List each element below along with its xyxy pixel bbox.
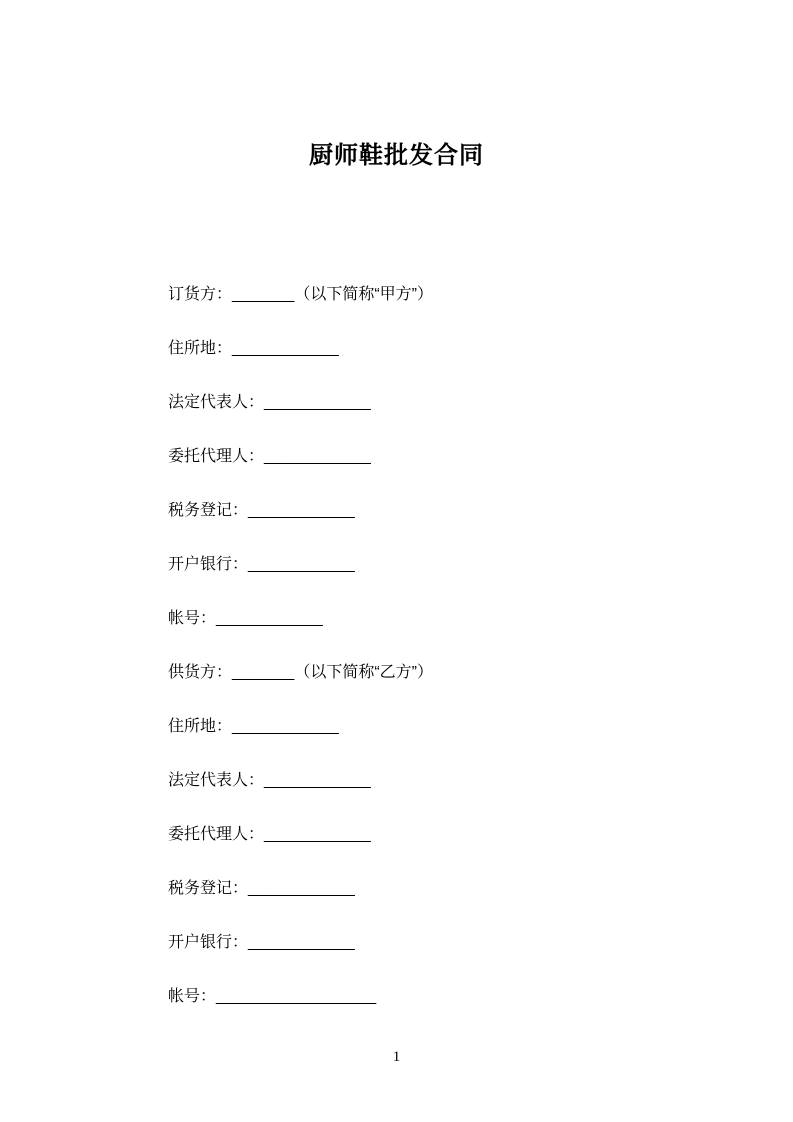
field-label: 供货方： [168, 664, 233, 681]
field-suffix: （以下简称“乙方”） [294, 664, 433, 681]
contract-line [168, 284, 733, 306]
contract-line [168, 932, 733, 954]
contract-line [168, 338, 733, 360]
blank-underline: ____________ [248, 556, 355, 573]
blank-underline: _______ [232, 664, 295, 681]
field-suffix: （以下简称“甲方”） [294, 286, 433, 303]
field-label: 委托代理人： [168, 826, 265, 843]
blank-underline: __________________ [216, 988, 377, 1005]
field-label: 开户银行： [168, 934, 249, 951]
field-label: 开户银行： [168, 556, 249, 573]
blank-underline: _______ [232, 286, 295, 303]
blank-underline: ____________ [264, 394, 371, 411]
contract-line [168, 878, 733, 900]
field-label: 委托代理人： [168, 448, 265, 465]
contract-line [168, 716, 733, 738]
field-label: 税务登记： [168, 502, 249, 519]
contract-line [168, 500, 733, 522]
contract-line [168, 770, 733, 792]
field-label: 订货方： [168, 286, 233, 303]
field-label: 住所地： [168, 718, 233, 735]
contract-line [168, 986, 733, 1008]
field-label: 帐号： [168, 988, 217, 1005]
blank-underline: ____________ [264, 826, 371, 843]
field-label: 住所地： [168, 340, 233, 357]
blank-underline: ____________ [232, 718, 339, 735]
blank-underline: ____________ [248, 880, 355, 897]
contract-line [168, 392, 733, 414]
blank-underline: ____________ [216, 610, 323, 627]
page-number: 1 [392, 1049, 401, 1065]
field-label: 税务登记： [168, 880, 249, 897]
contract-line [168, 662, 733, 684]
contract-line [168, 554, 733, 576]
blank-underline: ____________ [248, 502, 355, 519]
contract-line [168, 446, 733, 468]
contract-line [168, 824, 733, 846]
document-title: 厨师鞋批发合同 [309, 142, 484, 169]
field-label: 法定代表人： [168, 394, 265, 411]
blank-underline: ____________ [264, 448, 371, 465]
contract-line [168, 608, 733, 630]
field-label: 法定代表人： [168, 772, 265, 789]
contract-lines [168, 284, 733, 1040]
blank-underline: ____________ [264, 772, 371, 789]
field-label: 帐号： [168, 610, 217, 627]
blank-underline: ____________ [232, 340, 339, 357]
blank-underline: ____________ [248, 934, 355, 951]
